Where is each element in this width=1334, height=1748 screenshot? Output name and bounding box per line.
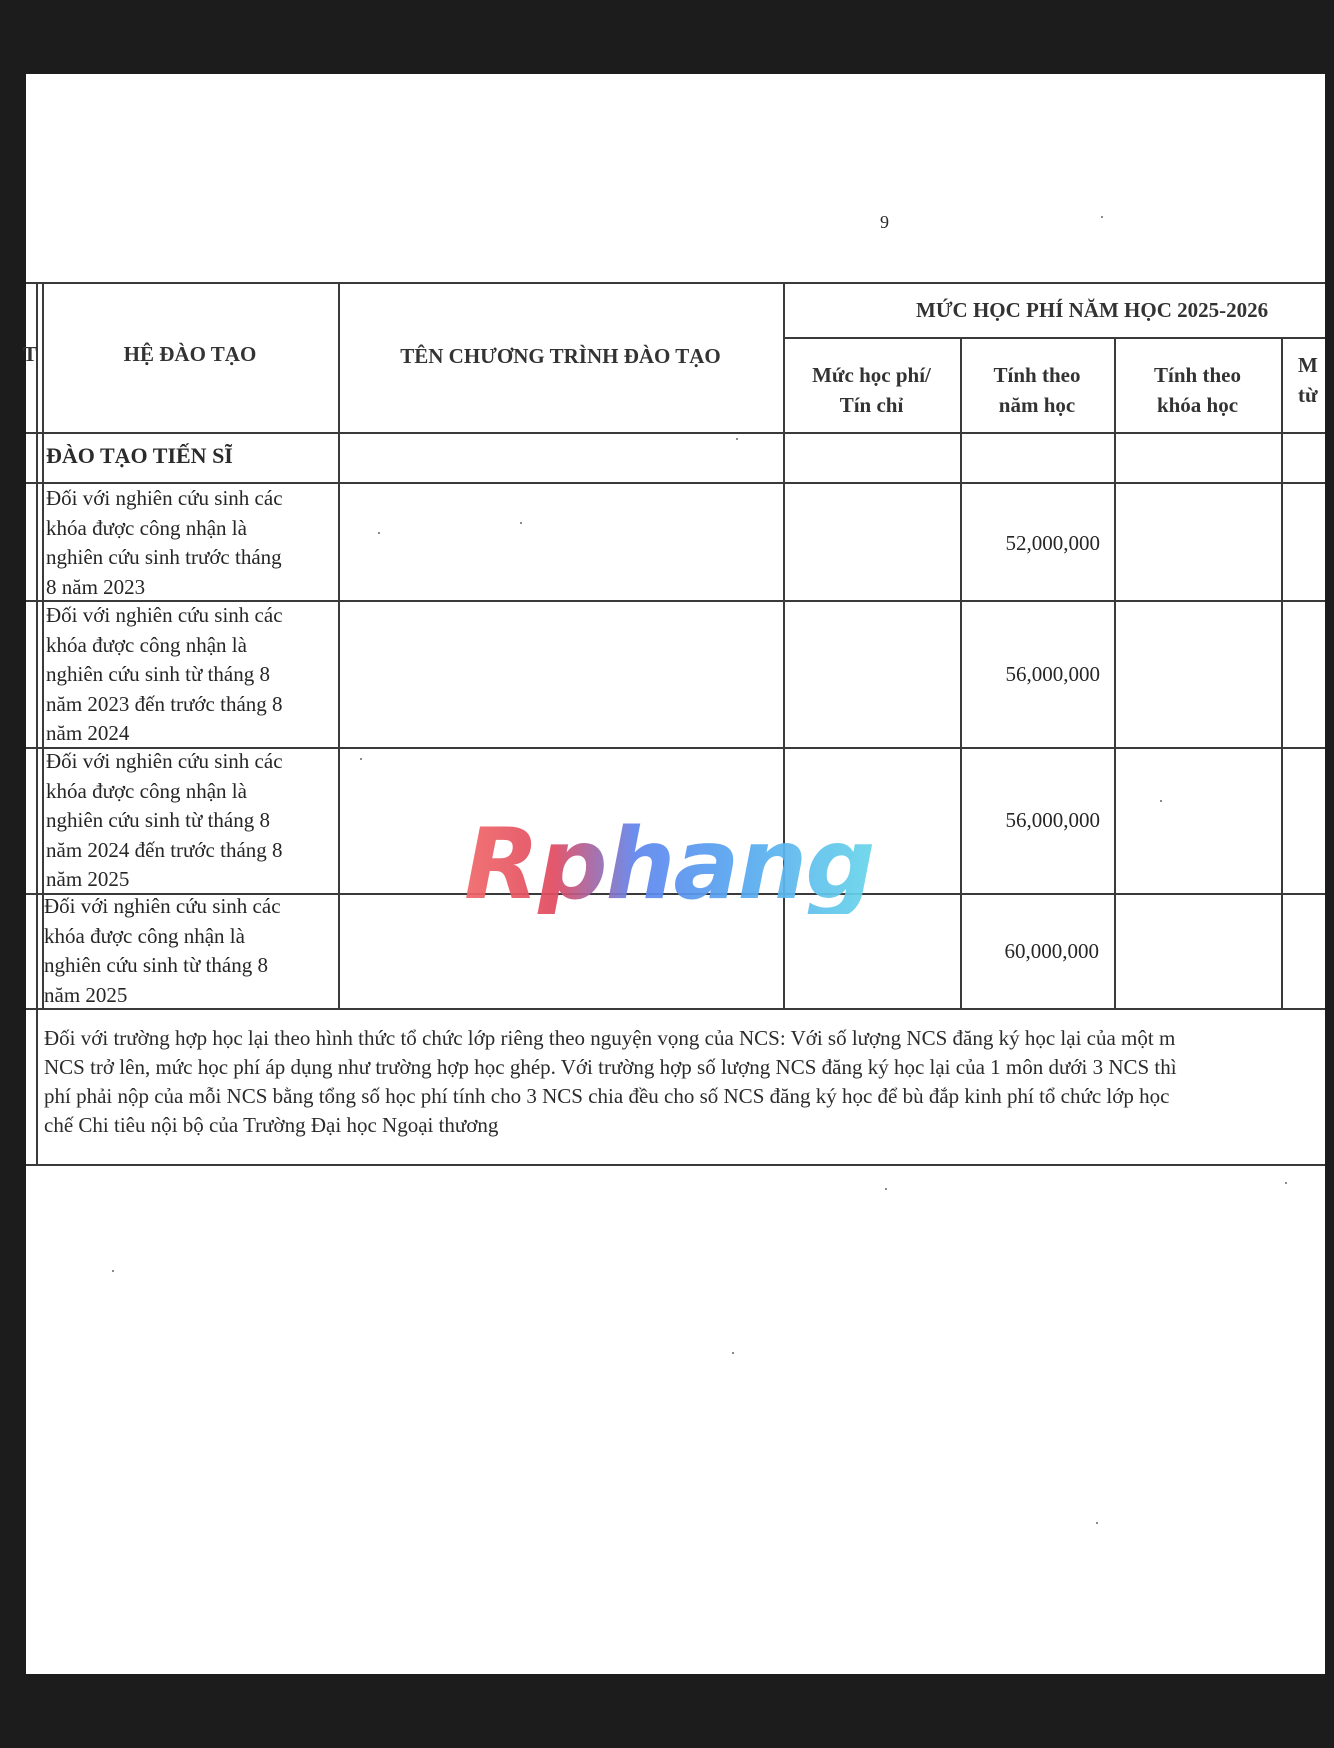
note-line-3: phí phải nộp của mỗi NCS bằng tổng số học phí tính cho 3 NCS chia đều cho số NCS đăng ký học để bù đắp kinh phí tổ chức lớp học [44,1084,1170,1108]
header-he-dao-tao: HỆ ĐÀO TẠO [123,342,257,366]
row-2-line-4: năm 2023 đến trước tháng 8 [46,691,283,716]
header-nam-hoc-line2: năm học [998,393,1076,417]
scan-speck [1101,216,1103,218]
row-1-line-1: Đối với nghiên cứu sinh các [46,486,283,510]
document-page [23,74,1325,1674]
table-col-khoahoc-right [1281,337,1283,1008]
row-1-line-3: nghiên cứu sinh trước tháng [46,545,282,569]
row-2-line-5: năm 2024 [46,721,130,745]
table-row-1-he-dao-tao [46,484,329,602]
scan-speck [1285,1182,1287,1184]
header-cut-line1: M [1298,353,1318,377]
header-tinh-theo-khoa-hoc [1114,360,1281,420]
header-stt-fragment: T [23,342,38,366]
header-cut-column [1298,350,1318,410]
table-row-3-he-dao-tao [46,747,329,895]
note-line-1: Đối với trường hợp học lại theo hình thức tổ chức lớp riêng theo nguyện vọng của NCS: Với số lượng NCS đăng ký học lại của một m [44,1026,1176,1050]
table-rule-header-bottom [26,432,1325,434]
note-line-2: NCS trở lên, mức học phí áp dụng như trường hợp học ghép. Với trường hợp số lượng NCS đăng ký học lại của 1 môn dưới 3 NCS thì [44,1055,1177,1079]
header-ten-chuong-trinh: TÊN CHƯƠNG TRÌNH ĐÀO TẠO [400,344,721,368]
row-1-line-2: khóa được công nhận là [46,515,247,540]
scan-speck [360,758,362,760]
row-2-line-3: nghiên cứu sinh từ tháng 8 [46,662,270,686]
header-tin-chi-line2: Tín chỉ [839,393,904,417]
table-row-1-nam-hoc-value: 52,000,000 [1005,531,1100,555]
table-col-tinchi-right [960,337,962,1008]
row-1-line-4: 8 năm 2023 [46,574,146,599]
scan-speck [732,1352,734,1354]
row-4-line-3: nghiên cứu sinh từ tháng 8 [44,953,268,977]
row-4-line-1: Đối với nghiên cứu sinh các [44,894,281,918]
table-row-2-he-dao-tao [46,601,329,749]
table-col-namhoc-right [1114,337,1116,1008]
table-row-4-he-dao-tao [44,892,327,1010]
row-3-line-1: Đối với nghiên cứu sinh các [46,749,283,773]
table-rule-group [784,337,1325,339]
header-tinh-theo-nam-hoc [960,360,1114,420]
scan-speck [1096,1522,1098,1524]
scan-speck [1160,800,1162,802]
scan-speck [520,522,522,524]
header-khoa-hoc-line1: Tính theo [1154,363,1241,387]
header-muc-hoc-phi-group: MỨC HỌC PHÍ NĂM HỌC 2025-2026 [916,298,1269,322]
table-col-stt-left [36,282,38,1164]
table-row-2-nam-hoc-value: 56,000,000 [1005,662,1100,686]
header-cut-line2: từ [1298,383,1318,407]
scan-speck [112,1270,114,1272]
table-row-3-nam-hoc-value: 56,000,000 [1005,808,1100,832]
table-col-he-right [338,282,340,1008]
table-row-4-nam-hoc-value: 60,000,000 [1004,939,1099,963]
page-number: 9 [880,212,889,232]
scan-speck [378,532,380,534]
scan-speck [736,438,738,440]
row-3-line-4: năm 2024 đến trước tháng 8 [46,837,283,862]
header-khoa-hoc-line2: khóa học [1156,393,1239,417]
section-title-dao-tao-tien-si: ĐÀO TẠO TIẾN SĨ [46,443,233,468]
row-2-line-1: Đối với nghiên cứu sinh các [46,603,283,627]
row-3-line-5: năm 2025 [46,867,130,891]
row-3-line-2: khóa được công nhận là [46,778,247,803]
row-2-line-2: khóa được công nhận là [46,632,247,657]
table-rule-top [26,282,1325,284]
note-paragraph [44,1024,1334,1140]
header-nam-hoc-line1: Tính theo [993,363,1081,387]
watermark-logo: Rphang [464,808,874,922]
header-tin-chi-line1: Mức học phí/ [812,363,931,387]
row-4-line-4: năm 2025 [44,982,128,1007]
note-line-4: chế Chi tiêu nội bộ của Trường Đại học Ngoại thương [44,1113,499,1137]
row-4-line-2: khóa được công nhận là [44,923,245,948]
row-3-line-3: nghiên cứu sinh từ tháng 8 [46,808,270,832]
header-muc-hoc-phi-tin-chi [783,360,960,420]
note-rule-bottom [26,1164,1325,1166]
scan-speck [885,1188,887,1190]
